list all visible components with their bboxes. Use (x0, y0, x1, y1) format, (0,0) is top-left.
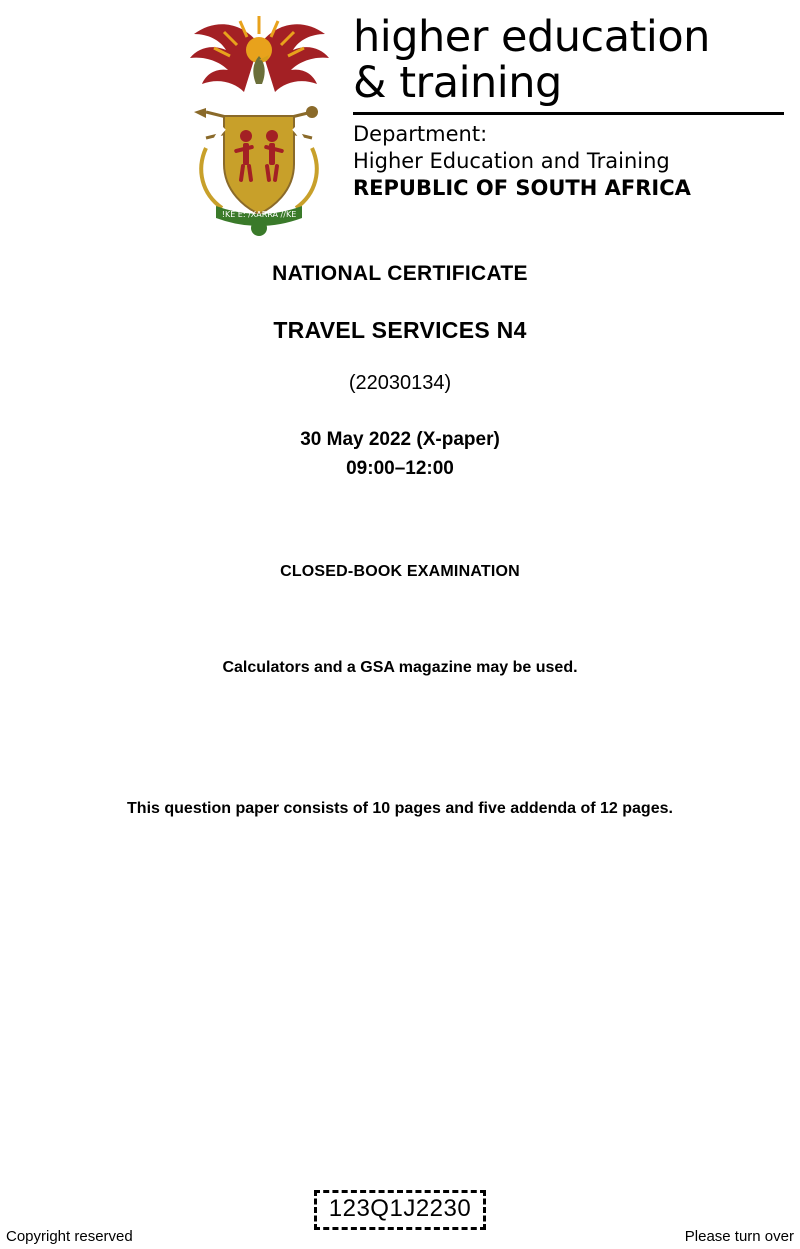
exam-type: CLOSED-BOOK EXAMINATION (280, 563, 520, 580)
dept-label: Department: (353, 122, 488, 146)
subject-title: TRAVEL SERVICES N4 (273, 317, 527, 343)
dept-name: Higher Education and Training (353, 149, 670, 173)
exam-cover-text (0, 262, 800, 818)
exam-date: 30 May 2022 (X-paper) (300, 429, 500, 450)
barcode-value: 123Q1J2230 (314, 1190, 486, 1230)
footer-copyright: Copyright reserved (6, 1228, 133, 1245)
south-africa-coat-of-arms-icon (172, 8, 347, 236)
department-block (347, 8, 784, 202)
subject-code: (22030134) (348, 372, 452, 394)
certificate-title: NATIONAL CERTIFICATE (272, 262, 528, 285)
allowed-instruments-note: Calculators and a GSA magazine may be used. (222, 659, 578, 676)
dept-title (353, 14, 784, 106)
letterhead-divider (353, 112, 784, 115)
barcode-area (0, 1190, 800, 1230)
page-footer (0, 1228, 800, 1245)
exam-time: 09:00–12:00 (346, 458, 454, 479)
coat-of-arms-motto: !KE E: /XARRA //KE (221, 210, 297, 219)
page-count-note: This question paper consists of 10 pages and five addenda of 12 pages. (127, 800, 673, 817)
dept-country: REPUBLIC OF SOUTH AFRICA (353, 176, 691, 200)
dept-title-line1: higher education (353, 12, 710, 62)
dept-title-line2: & training (353, 58, 562, 108)
letterhead (172, 8, 784, 236)
footer-turn-over: Please turn over (684, 1228, 794, 1245)
